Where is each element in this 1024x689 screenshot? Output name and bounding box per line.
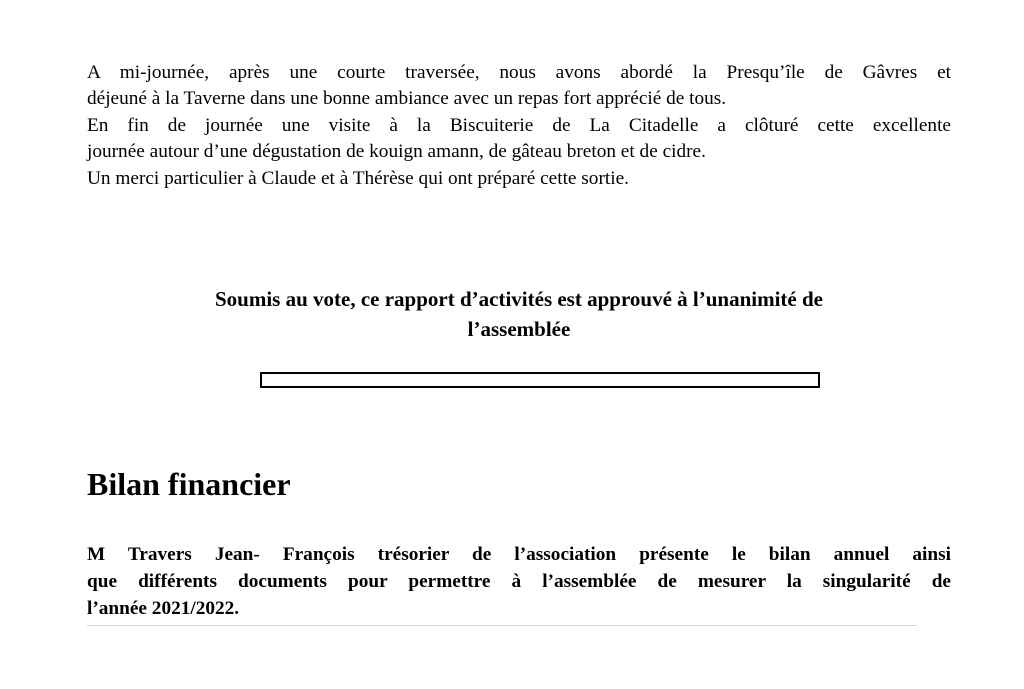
paragraph-line: Un merci particulier à Claude et à Thérèse qui ont préparé cette sortie. — [87, 167, 629, 189]
paragraph-line: journée autour d’une dégustation de kouign amann, de gâteau breton et de cidre. — [87, 141, 706, 163]
intro-line: M Travers Jean- François trésorier de l’association présente le bilan annuel ainsi — [87, 544, 951, 565]
intro-line: l’année 2021/2022. — [87, 597, 240, 619]
paragraph-line: A mi-journée, après une courte traversée, nous avons abordé la Presqu’île de Gâvres et — [87, 62, 951, 83]
activity-paragraphs — [87, 60, 951, 192]
vote-line: Soumis au vote, ce rapport d’activités est approuvé à l’unanimité de — [214, 287, 823, 311]
section-title: Bilan financier — [87, 466, 291, 502]
intro-line: que différents documents pour permettre à l’assemblée de mesurer la singularité de — [87, 570, 951, 592]
paragraph-line: déjeuné à la Taverne dans une bonne ambiance avec un repas fort apprécié de tous. — [87, 88, 727, 110]
section-divider — [260, 372, 820, 388]
page-bottom-rule — [87, 625, 917, 626]
vote-line: l’assemblée — [467, 317, 571, 341]
vote-statement — [87, 284, 951, 344]
financial-intro — [87, 542, 951, 622]
paragraph-line: En fin de journée une visite à la Biscuiterie de La Citadelle a clôturé cette excellente — [87, 114, 951, 136]
